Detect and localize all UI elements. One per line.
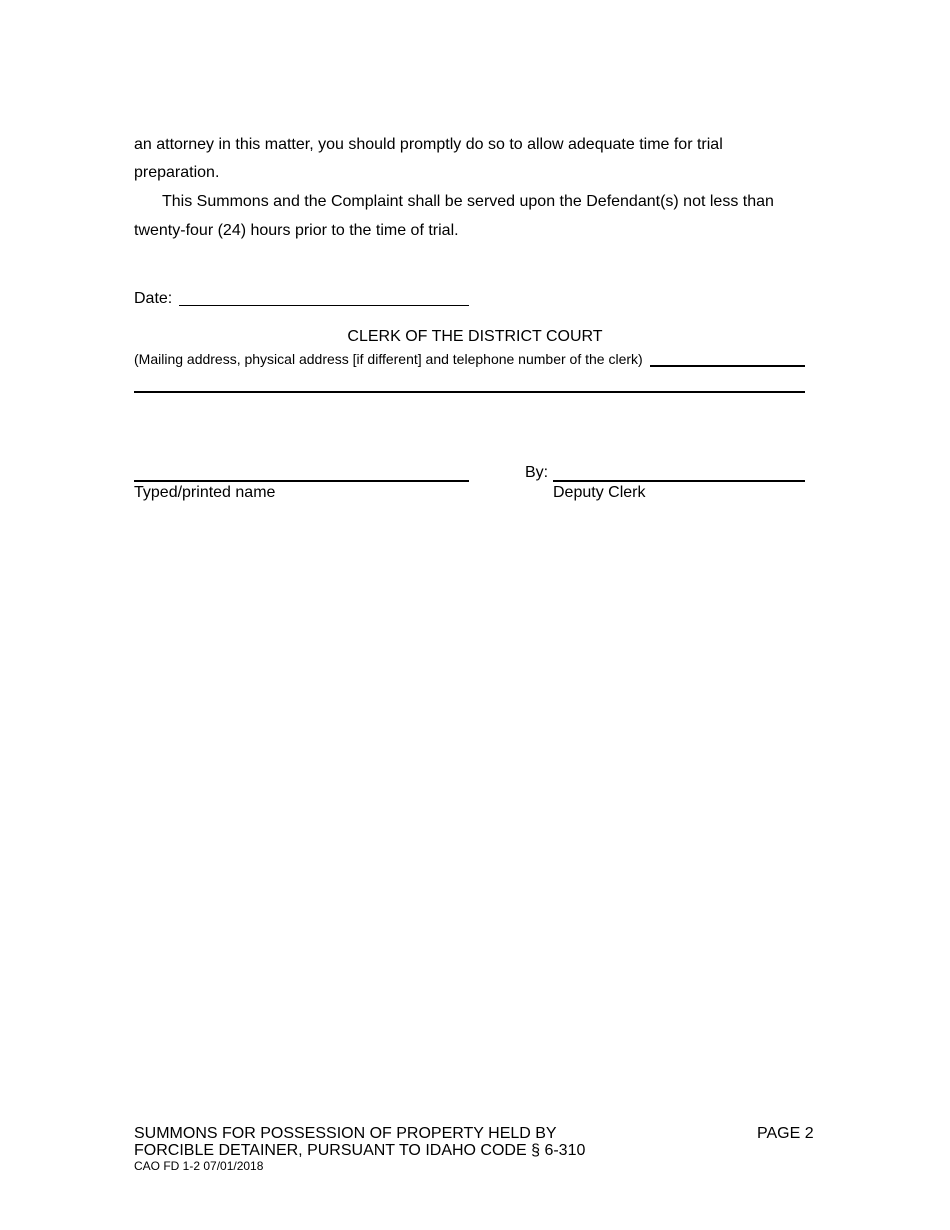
date-field-line[interactable] (179, 305, 469, 306)
form-id: CAO FD 1-2 07/01/2018 (134, 1159, 264, 1173)
footer-title: SUMMONS FOR POSSESSION OF PROPERTY HELD BY (134, 1125, 557, 1142)
body-text: preparation. (134, 164, 220, 181)
deputy-clerk-label: Deputy Clerk (553, 484, 646, 501)
clerk-heading: CLERK OF THE DISTRICT COURT (347, 328, 603, 345)
clerk-address-label: (Mailing address, physical address [if different] and telephone number of the clerk) (134, 351, 643, 367)
deputy-clerk-signature-line[interactable] (553, 480, 805, 482)
date-label: Date: (134, 290, 173, 307)
body-text: twenty-four (24) hours prior to the time of trial. (134, 222, 459, 239)
by-label: By: (525, 464, 549, 481)
typed-name-line[interactable] (134, 480, 469, 482)
body-text: This Summons and the Complaint shall be served upon the Defendant(s) not less than (162, 193, 774, 210)
page-number: PAGE 2 (757, 1125, 814, 1142)
clerk-address-line-2[interactable] (134, 391, 805, 393)
body-text: an attorney in this matter, you should promptly do so to allow adequate time for trial (134, 136, 723, 153)
typed-name-label: Typed/printed name (134, 484, 276, 501)
footer-title: FORCIBLE DETAINER, PURSUANT TO IDAHO CODE § 6-310 (134, 1142, 586, 1159)
clerk-address-line[interactable] (650, 365, 805, 367)
